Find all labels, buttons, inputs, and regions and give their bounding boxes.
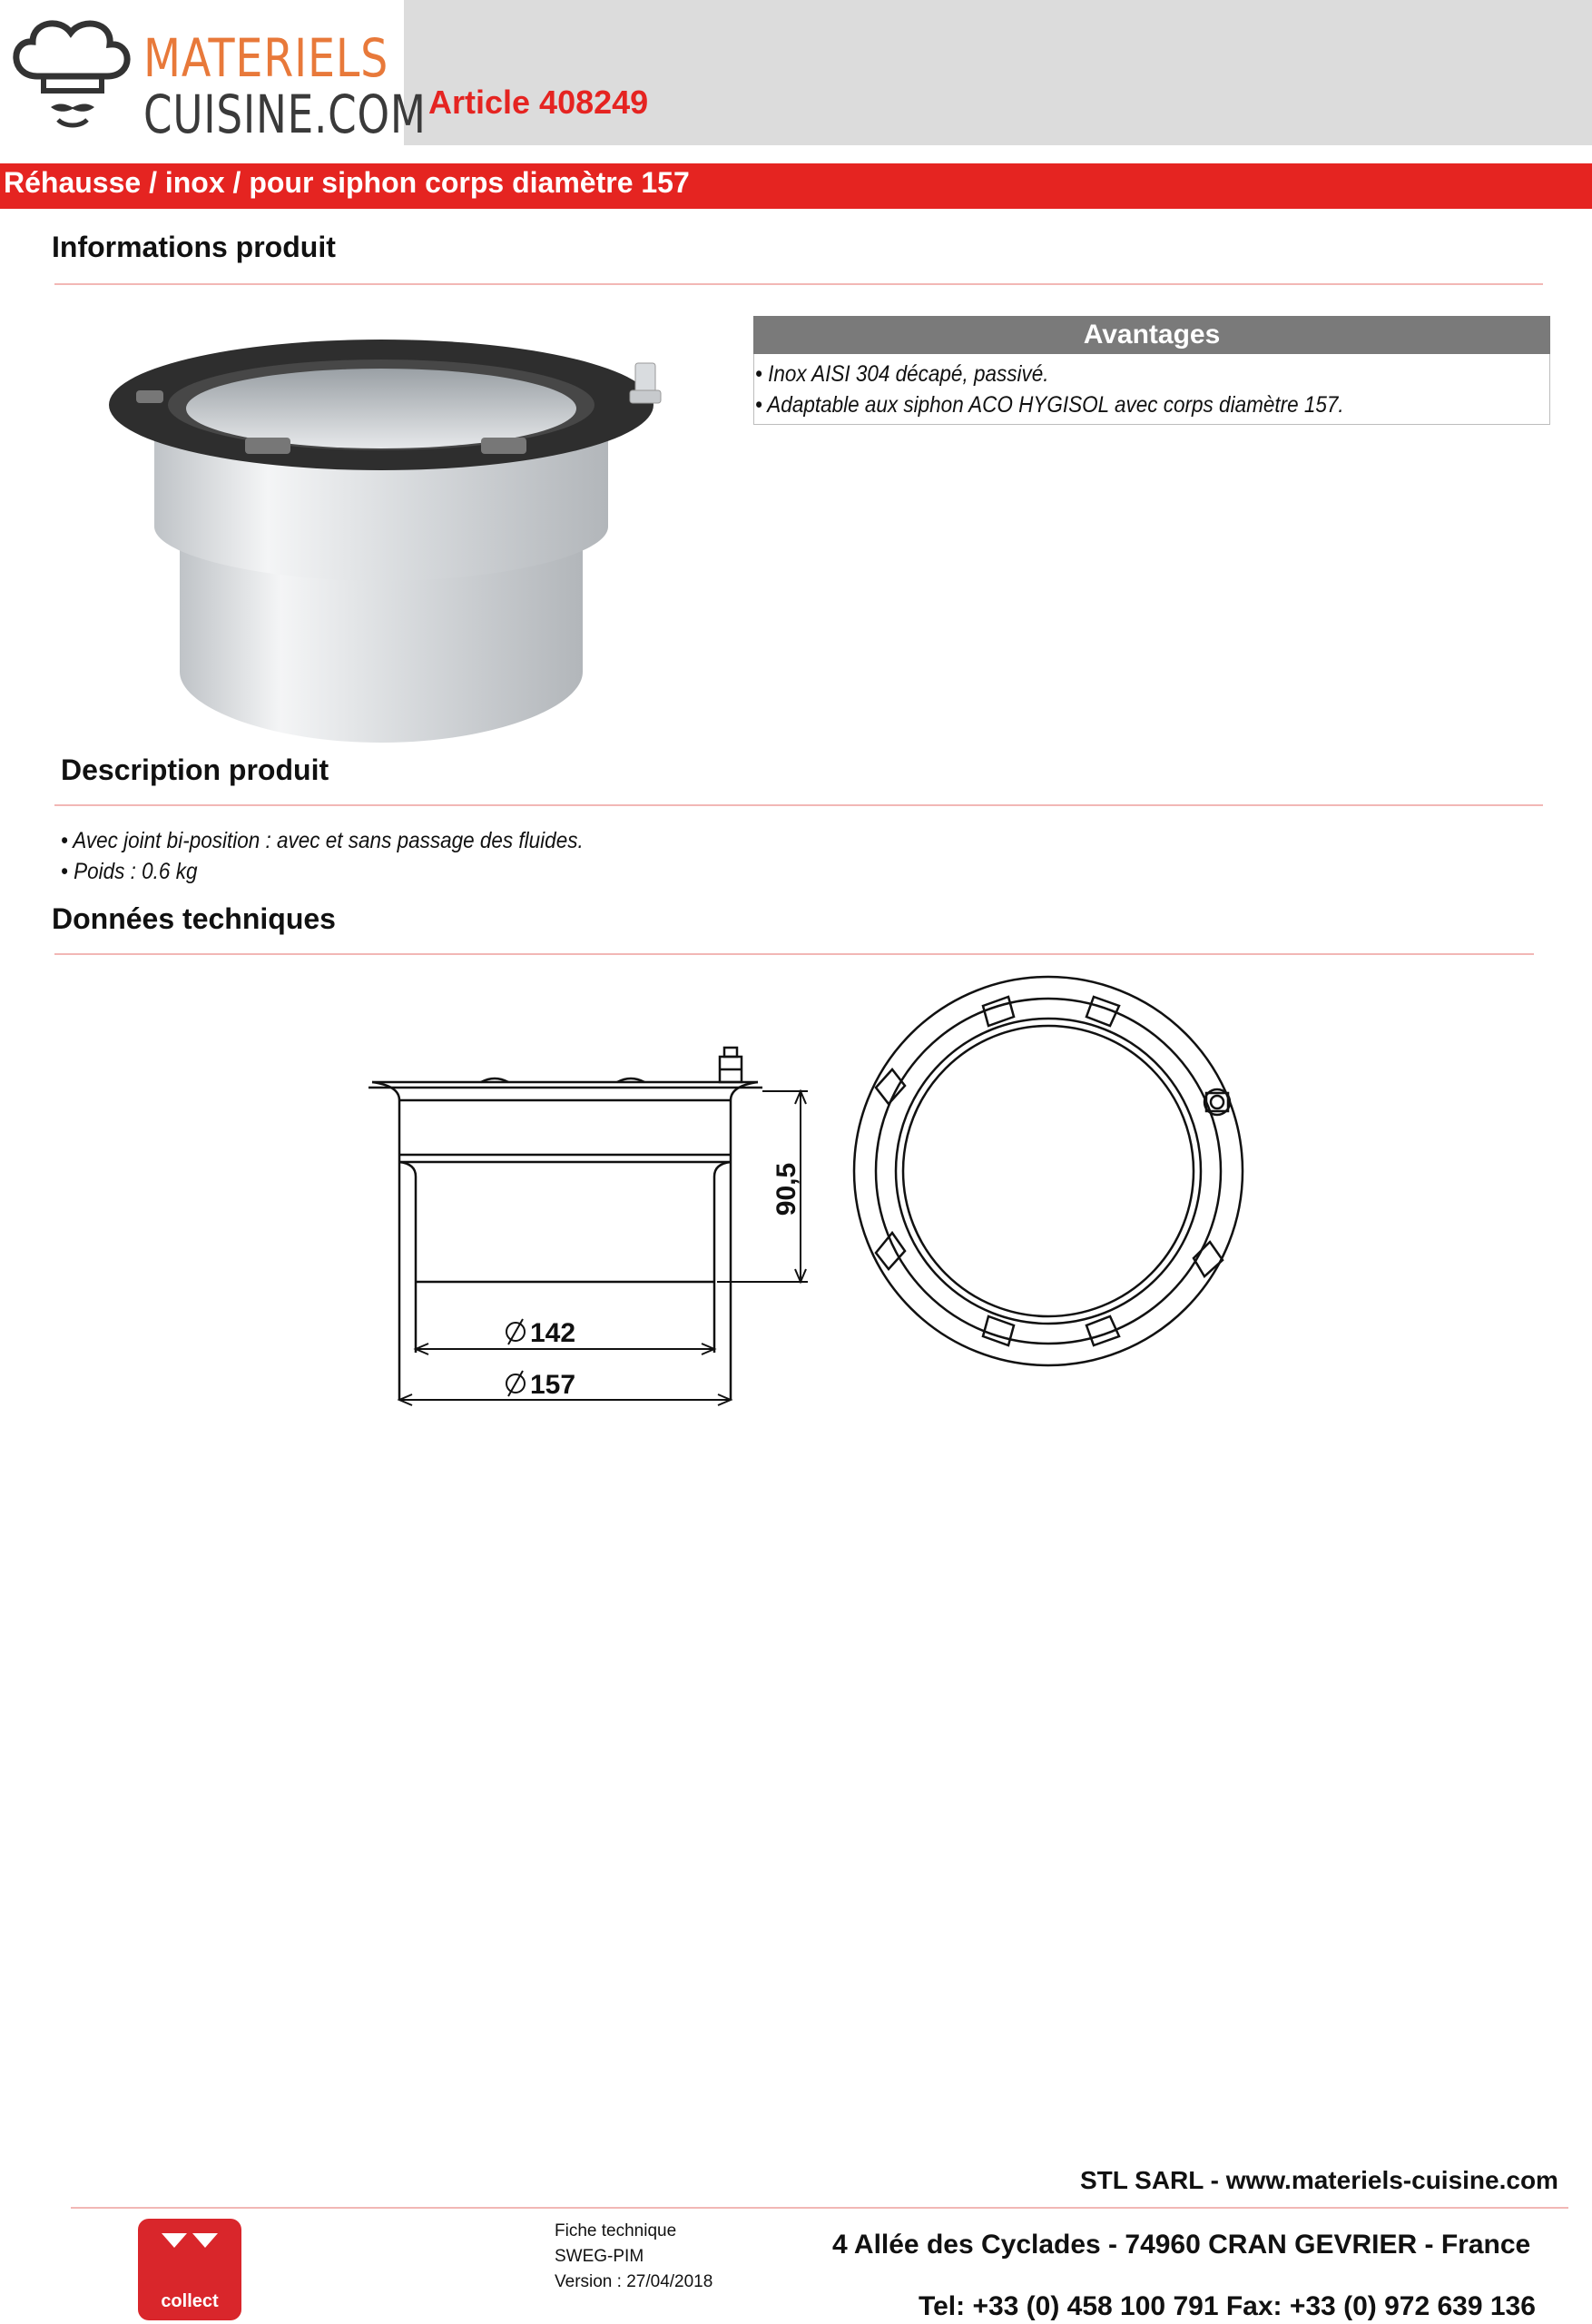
product-title: Réhausse / inox / pour siphon corps diamètre 157 — [4, 166, 690, 199]
section-info-heading: Informations produit — [52, 231, 336, 263]
footer-rule — [71, 2207, 1568, 2209]
product-image — [100, 318, 690, 744]
advantage-item: • Inox AISI 304 décapé, passivé. — [755, 361, 1049, 387]
header-band — [404, 0, 1592, 145]
description-item: • Poids : 0.6 kg — [61, 859, 198, 884]
doc-ref: SWEG-PIM — [555, 2247, 644, 2266]
dim-height-label: 90,5 — [771, 1162, 801, 1216]
technical-drawing-top-view — [849, 970, 1248, 1369]
section-description-rule — [54, 804, 1543, 806]
logo-text-cuisine: CUISINE.COM — [143, 84, 427, 145]
doc-version: Version : 27/04/2018 — [555, 2272, 713, 2291]
technical-drawing-side-view — [363, 1035, 835, 1416]
collect-badge-label: collect — [161, 2291, 219, 2311]
logo-text-materiels: MATERIELS — [143, 27, 389, 89]
doc-type: Fiche technique — [555, 2221, 677, 2240]
logo — [0, 0, 427, 145]
advantages-title: Avantages — [1083, 320, 1221, 350]
section-info-rule — [54, 283, 1543, 285]
footer-phone: Tel: +33 (0) 458 100 791 Fax: +33 (0) 972 639 136 — [919, 2291, 1536, 2321]
section-technical-rule — [54, 953, 1534, 955]
footer-company: STL SARL - www.materiels-cuisine.com — [1080, 2166, 1558, 2194]
section-description-heading: Description produit — [61, 753, 329, 786]
chef-logo-icon — [5, 13, 142, 140]
footer-address: 4 Allée des Cyclades - 74960 CRAN GEVRIER - France — [832, 2230, 1531, 2260]
advantage-item: • Adaptable aux siphon ACO HYGISOL avec corps diamètre 157. — [755, 392, 1344, 418]
article-number: Article 408249 — [428, 84, 649, 121]
dim-outer-diameter-label: 157 — [530, 1370, 576, 1400]
chevron-down-icon — [156, 2228, 223, 2255]
description-item: • Avec joint bi-position : avec et sans passage des fluides. — [61, 828, 584, 853]
dim-inner-diameter-label: 142 — [530, 1318, 576, 1348]
section-technical-heading: Données techniques — [52, 902, 336, 935]
